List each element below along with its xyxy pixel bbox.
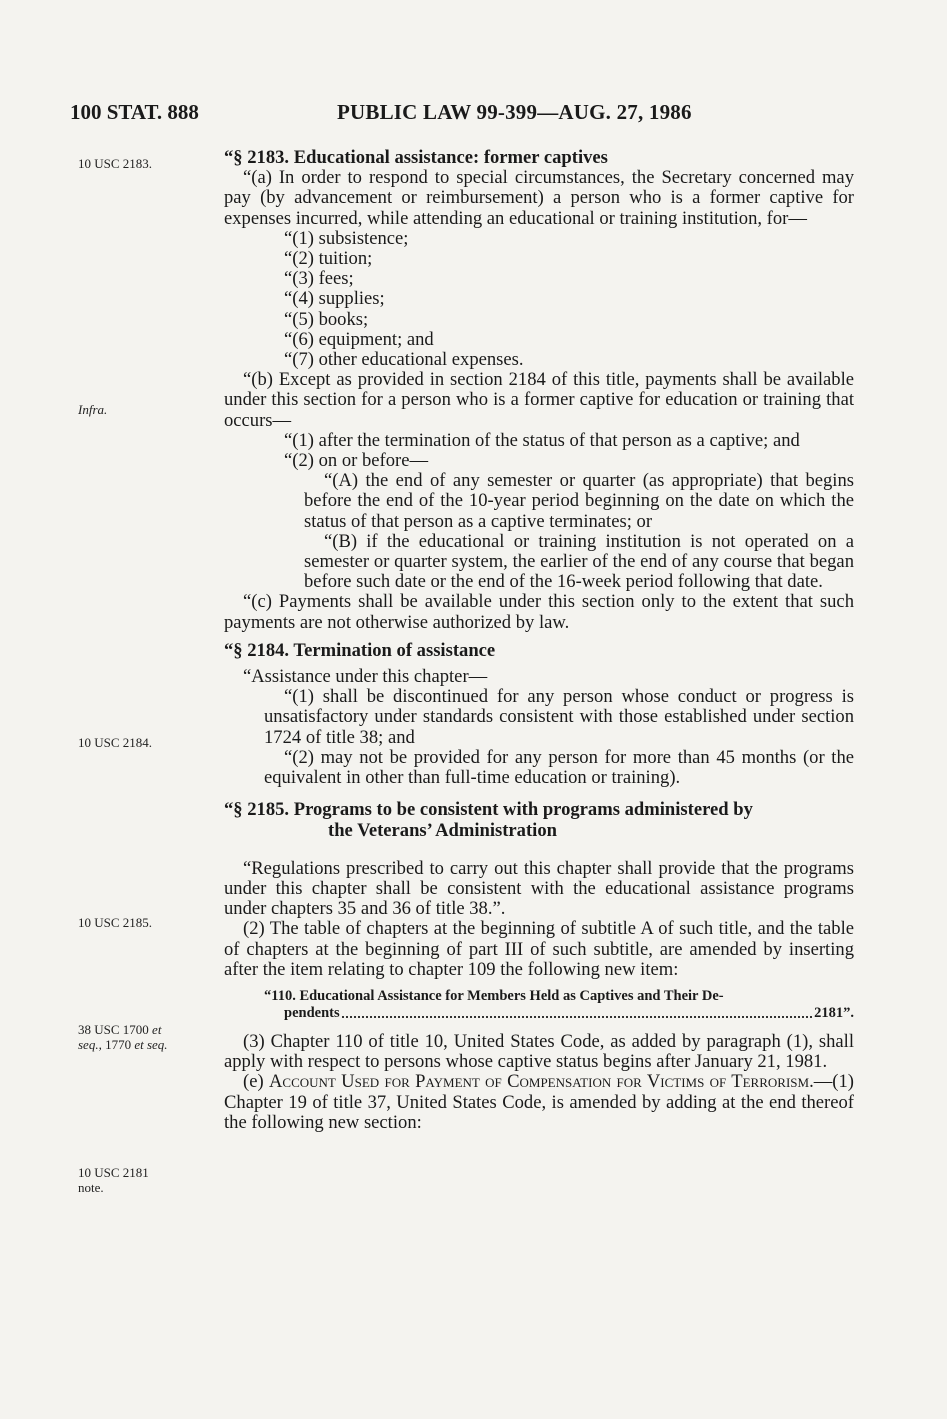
margin-note-38usc-e: et seq. — [134, 1037, 168, 1052]
section-2184-item1: “(1) shall be discontinued for any person whose conduct or progress is unsatisfactory under standards consistent with those established under section 1724 of title 38; and — [264, 686, 854, 748]
subsection-e-lead: (e) — [243, 1071, 269, 1093]
public-law-title: PUBLIC LAW 99-399—AUG. 27, 1986 — [337, 100, 692, 124]
spacer — [224, 980, 854, 988]
subsection-c: “(c) Payments shall be available under this section only to the extent that such payments are not otherwise authorized by law. — [224, 591, 854, 633]
item-b1: “(1) after the termination of the status of that person as a captive; and — [284, 429, 800, 451]
item-a4: “(4) supplies; — [284, 288, 385, 310]
section-2183-heading: “§ 2183. Educational assistance: former captives — [224, 147, 608, 168]
subsection-e — [224, 1072, 854, 1133]
margin-note-2181 — [78, 1165, 149, 1195]
margin-note-2181-b: note. — [78, 1180, 104, 1195]
subsection-a: “(a) In order to respond to special circumstances, the Secretary concerned may pay (by advancement or reimbursement) a person who is a former captive for expenses incurred, while attending an educational or training institution, for— — [224, 167, 854, 229]
item-a6: “(6) equipment; and — [284, 328, 434, 350]
section-2185-heading-line2: the Veterans’ Administration — [328, 819, 557, 841]
margin-note-38usc-a: 38 USC 1700 — [78, 1022, 149, 1037]
section-2184-heading: “§ 2184. Termination of assistance — [224, 639, 496, 661]
subsection-e-title: Account Used for Payment of Compensation for Victims of Terrorism — [268, 1071, 810, 1093]
statute-body — [224, 148, 854, 1133]
item-a7: “(7) other educational expenses. — [284, 349, 524, 371]
margin-note-2181-a: 10 USC 2181 — [78, 1165, 149, 1180]
margin-note-38usc-c: seq., — [78, 1037, 102, 1052]
toc-entry-end: pendents — [284, 1004, 340, 1021]
section-2185-text: “Regulations prescribed to carry out this chapter shall provide that the programs under this chapter shall be consistent with the educational assistance programs under chapters 35 and 36 of title 38.”. — [224, 857, 854, 920]
item-b2: “(2) on or before— — [284, 450, 429, 472]
paragraph-3: (3) Chapter 110 of title 10, United States Code, as added by paragraph (1), shall apply with respect to persons whose captive status begins after January 21, 1981. — [224, 1030, 854, 1073]
margin-note-2184: 10 USC 2184. — [78, 735, 153, 750]
spacer — [224, 841, 854, 859]
item-a5: “(5) books; — [284, 308, 369, 330]
margin-note-38usc — [78, 1022, 168, 1052]
subsection-b: “(b) Except as provided in section 2184 of this title, payments shall be available under this section for a person who is a former captive for education or training that occurs— — [224, 369, 854, 431]
table-of-chapters-item — [224, 988, 854, 1022]
subsection-e-text: .—(1) Chapter 19 of title 37, United States Code, is amended by adding at the end thereof the following new section: — [224, 1071, 854, 1133]
toc-line2 — [224, 1005, 854, 1022]
margin-note-38usc-d: 1770 — [101, 1037, 135, 1052]
toc-section-number: 2181”. — [814, 1004, 854, 1021]
item-bB: “(B) if the educational or training institution is not operated on a semester or quarter system, the earlier of the end of any course that began before such date or the end of the 16-week period following that date. — [304, 530, 854, 593]
item-a2: “(2) tuition; — [284, 248, 373, 270]
toc-leader-dots — [342, 1005, 813, 1018]
toc-line1: “110. Educational Assistance for Members Held as Captives and Their De- — [264, 987, 724, 1004]
margin-note-infra: Infra. — [78, 402, 108, 417]
stat-page-number: 100 STAT. 888 — [70, 100, 199, 124]
margin-note-38usc-b: et — [152, 1022, 162, 1037]
section-2184-item2: “(2) may not be provided for any person for more than 45 months (or the equivalent in other than full-time education or training). — [264, 746, 854, 789]
section-2185-heading-line1: “§ 2185. Programs to be consistent with programs administered by — [224, 799, 753, 821]
item-a3: “(3) fees; — [284, 268, 354, 290]
section-2185-heading — [224, 800, 854, 840]
item-a1: “(1) subsistence; — [284, 227, 409, 249]
paragraph-2: (2) The table of chapters at the beginning of subtitle A of such title, and the table of chapters at the beginning of part III of such subtitle, are amended by inserting after the item relating to chapter 109 the following new item: — [224, 918, 854, 980]
margin-note-2185: 10 USC 2185. — [78, 915, 153, 930]
section-2184-intro: “Assistance under this chapter— — [243, 666, 488, 688]
margin-note-2183: 10 USC 2183. — [78, 156, 153, 171]
item-bA: “(A) the end of any semester or quarter (as appropriate) that begins before the end of the 10-year period beginning on the date on which the status of that person as a captive terminates; or — [304, 470, 854, 532]
